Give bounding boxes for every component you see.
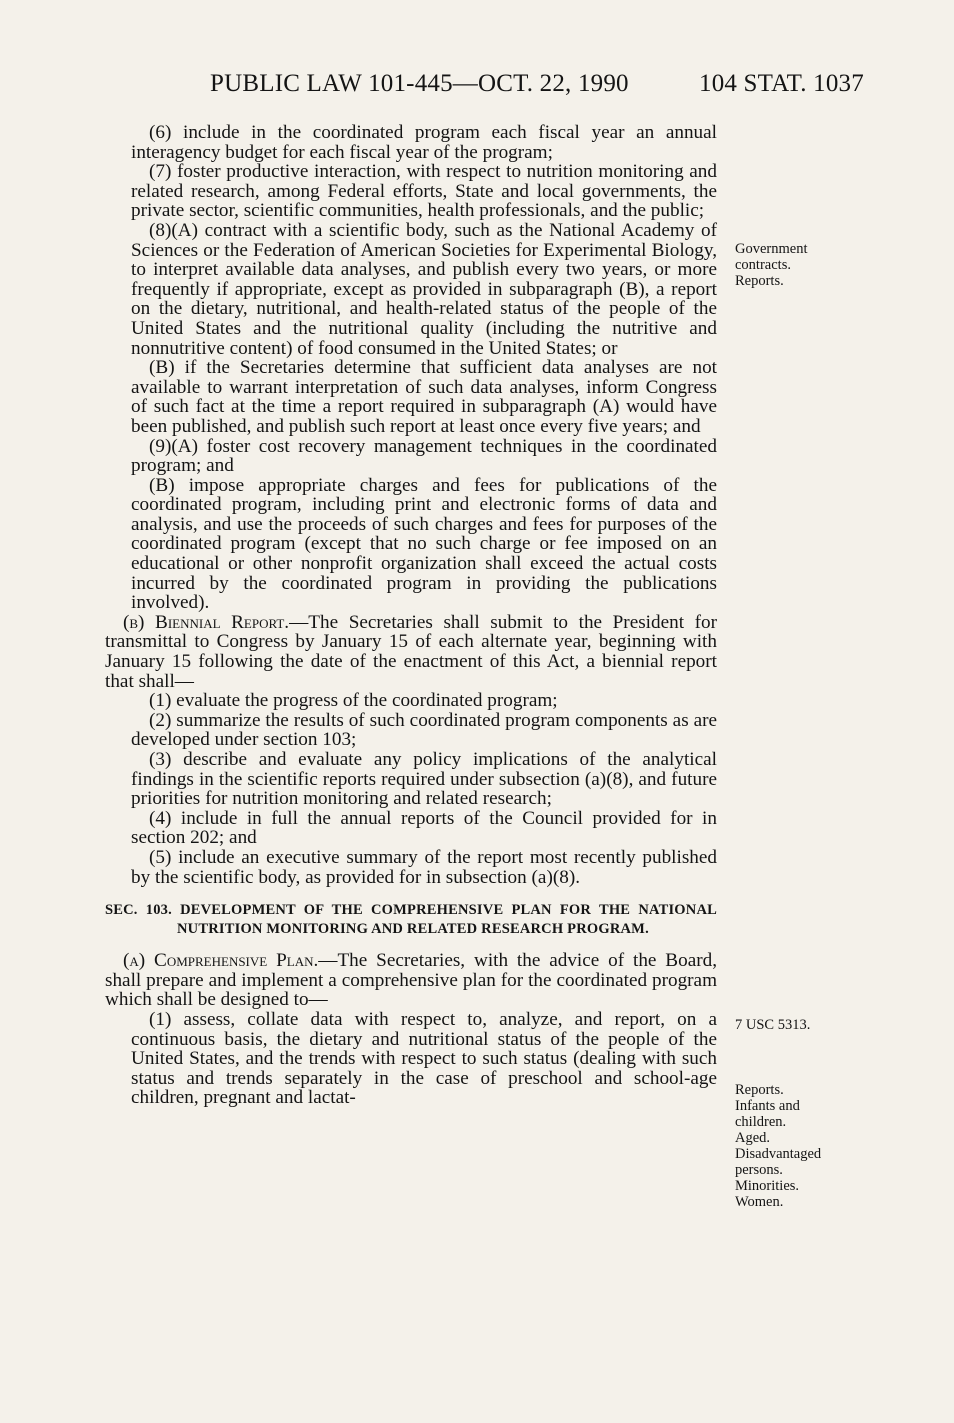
margin-note-line: persons. — [735, 1162, 783, 1178]
margin-note-line: Infants and — [735, 1098, 800, 1114]
main-text-column — [105, 122, 717, 1109]
running-head-title: PUBLIC LAW 101-445—OCT. 22, 1990 — [210, 70, 629, 97]
margin-note-line: children. — [735, 1114, 787, 1130]
paragraph-b5: (5) include an executive summary of the report most recently published by the scientific body, as provided for in subsection (a)(8). — [131, 846, 717, 888]
subsection-a — [105, 951, 717, 1010]
margin-note-line: Reports. — [735, 1082, 784, 1098]
margin-note-line: Disadvantaged — [735, 1146, 822, 1162]
paragraph-b4: (4) include in full the annual reports of the Council provided for in section 202; and — [131, 807, 717, 849]
margin-note-line: contracts. — [735, 257, 791, 273]
paragraph-8a: (8)(A) contract with a scientific body, such as the National Academy of Sciences or the Federation of American Societies for Experimental Biology, to interpret available data analyses, and publish every two years, or more frequently if appropriate, except as provided in subparagraph (B), a report on the dietary, nutritional, and health-related status of the people of the United States and the nutritional quality (including the nutritive and nonnutritive content) of food consumed in the United States; or — [131, 219, 717, 359]
paragraph-b1: (1) evaluate the progress of the coordinated program; — [149, 690, 558, 712]
margin-note-line: Minorities. — [735, 1178, 800, 1194]
subsection-a-text: —The Secretaries, with the advice of the Board, shall prepare and implement a comprehensive plan for the coordinated program which shall be designed to— — [105, 950, 717, 1011]
paragraph-9b: (B) impose appropriate charges and fees for publications of the coordinated program, including print and electronic forms of data and analysis, and use the proceeds of such charges and fees for purposes of the coordinated program (except that no such charge or fee imposed on an educational or other nonprofit organization shall exceed the actual costs incurred by the coordinated program in providing the publications involved). — [131, 474, 717, 614]
subsection-b-text: —The Secretaries shall submit to the President for transmittal to Congress by January 15 of each alternate year, beginning with January 15 following the date of the enactment of this Act, a biennial report that shall— — [105, 611, 717, 692]
margin-note-line: Aged. — [735, 1130, 771, 1146]
margin-note-line: Government — [735, 241, 808, 257]
margin-note-government-contracts — [735, 241, 845, 289]
paragraph-9a: (9)(A) foster cost recovery management techniques in the coordinated program; and — [131, 435, 717, 477]
paragraph-b2: (2) summarize the results of such coordinated program components as are developed under section 103; — [131, 709, 717, 751]
margin-note-reports — [735, 1082, 845, 1210]
paragraph-7: (7) foster productive interaction, with respect to nutrition monitoring and related research, among Federal efforts, State and local governments, the private sector, scientific communities, health professionals, and the public; — [131, 161, 717, 222]
subsection-b-heading: (b) Biennial Report. — [123, 611, 290, 633]
page-stat-citation: 104 STAT. 1037 — [699, 70, 864, 97]
paragraph-b3: (3) describe and evaluate any policy implications of the analytical findings in the scientific reports required under subsection (a)(8), and future priorities for nutrition monitoring and related research; — [131, 749, 717, 810]
subsection-a-heading: (a) Comprehensive Plan. — [123, 950, 319, 972]
section-103-heading: SEC. 103. DEVELOPMENT OF THE COMPREHENSIVE PLAN FOR THE NATIONAL NUTRITION MONITORING AND RELATED RESEARCH PROGRAM. — [105, 902, 717, 938]
margin-note-line: Women. — [735, 1194, 784, 1210]
subsection-b — [105, 613, 717, 691]
margin-note-line: Reports. — [735, 273, 784, 289]
paragraph-8b: (B) if the Secretaries determine that sufficient data analyses are not available to warrant interpretation of such data analyses, inform Congress of such fact at the time a report required in subparagraph (A) would have been published, and publish such report at least once every five years; and — [131, 357, 717, 437]
margin-note-usc-citation: 7 USC 5313. — [735, 1017, 811, 1033]
paragraph-6: (6) include in the coordinated program each fiscal year an annual interagency budget for each fiscal year of the program; — [131, 122, 717, 163]
paragraph-a1: (1) assess, collate data with respect to, analyze, and report, on a continuous basis, the dietary and nutritional status of the people of the United States, and the trends with respect to such status (dealing with such status and trends separately in the case of preschool and school-age children, pregnant and lactat- — [131, 1008, 717, 1109]
